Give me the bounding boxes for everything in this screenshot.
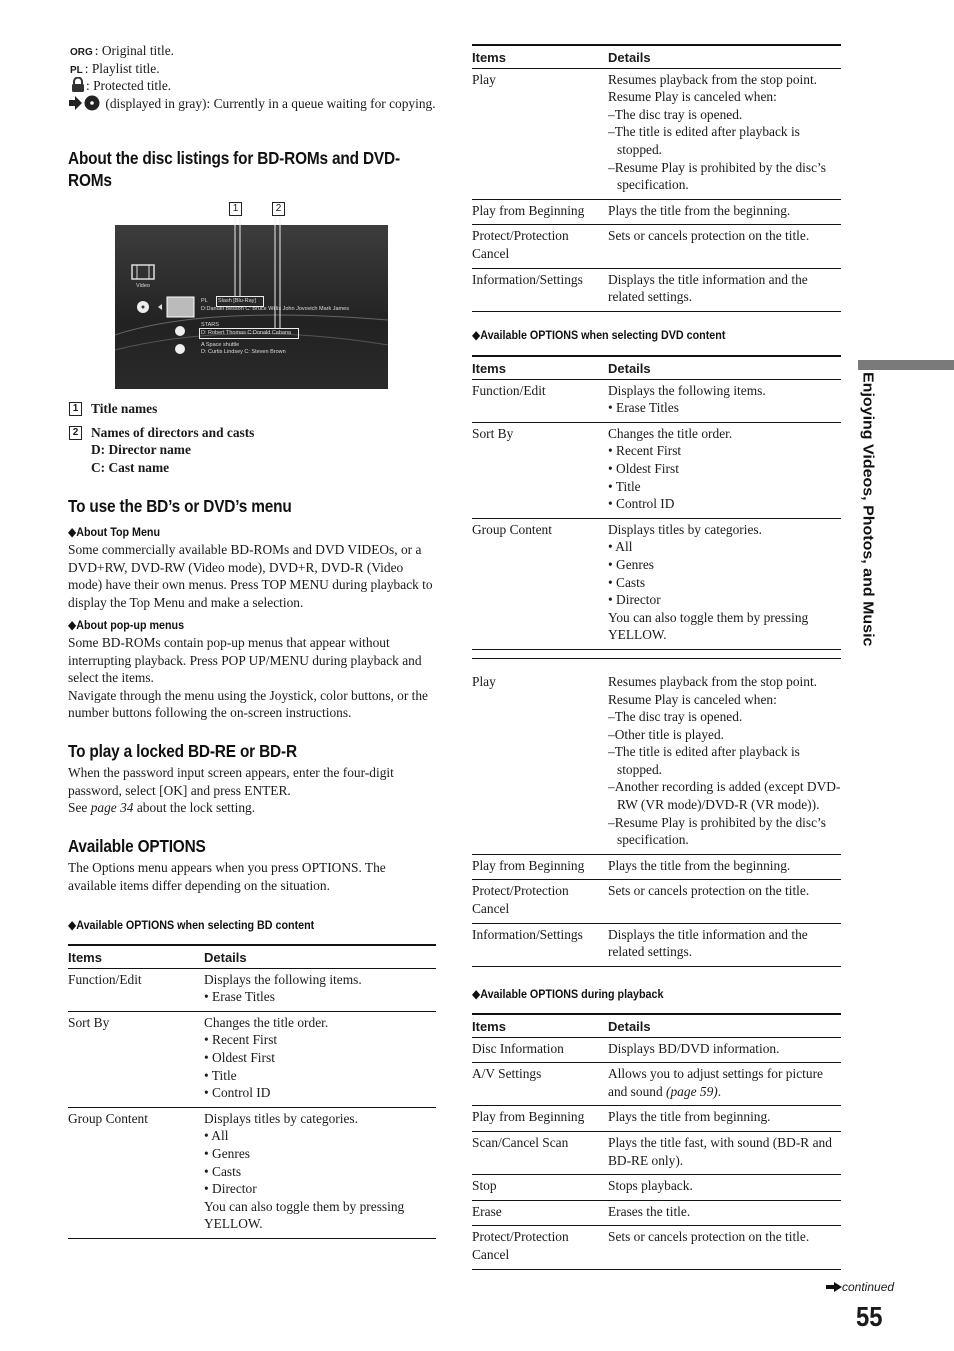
table-row: Information/Settings Displays the title information and the related settings. [472, 268, 841, 311]
header-items: Items [68, 945, 204, 968]
org-badge: ORG [70, 47, 93, 58]
navigate-body: Navigate through the menu using the Joystick, color buttons, or the number buttons following the on-screen instructions. [68, 687, 428, 721]
callout-notes [68, 399, 436, 476]
header-items: Items [472, 1014, 608, 1037]
popup-text [68, 634, 436, 722]
table-spacer [472, 649, 841, 658]
table-row: Protect/Protection Cancel Sets or cancels protection on the title. [472, 1226, 841, 1269]
menu-heading: To use the BD’s or DVD’s menu [68, 496, 292, 516]
screen-item1-cast: D:Danuel Besson C: Bruce Willis John Jovovich Mark James [201, 306, 349, 312]
screen-item2-title: STARS [201, 322, 219, 328]
table-row: Play Resumes playback from the stop point. Resume Play is canceled when: – The disc tray is opened. – The title is edited after playback is stopped. – Resume Play is prohibited by the disc’s specification. [472, 68, 841, 199]
locked-body: When the password input screen appears, enter the four-digit password, select [OK] and press ENTER. [68, 765, 394, 798]
table-row: Group Content Displays titles by categories. • All • Genres • Casts • Director You can also toggle them by pressing YELLOW. [68, 1107, 436, 1238]
table-header [472, 45, 841, 68]
queue-copy-icon [68, 95, 102, 111]
legend-queue: (displayed in gray): Currently in a queue waiting for copying. [68, 95, 436, 113]
top-menu-body: Some commercially available BD-ROMs and DVD VIDEOs, or a DVD+RW, DVD-RW (Video mode), DVD+R, DVD-R (Video mode) have their own menus. Press TOP MENU during playback to display the Top Menu and make a selection. [68, 542, 433, 610]
locked-see: See page 34 about the lock setting. [68, 800, 256, 816]
header-details: Details [608, 1014, 841, 1037]
header-details: Details [608, 45, 841, 68]
page-ref-link[interactable]: (page 59) [666, 1083, 718, 1099]
options-body: The Options menu appears when you press OPTIONS. The available items differ depending on the situation. [68, 860, 386, 893]
table-row: Sort By Changes the title order. • Recent First • Oldest First • Title • Control ID [472, 422, 841, 518]
playback-options-table [472, 1013, 841, 1270]
legend-pl: PL : Playlist title. [70, 60, 160, 80]
section-label: Enjoying Videos, Photos, and Music [859, 372, 876, 647]
popup-subhead: ◆About pop-up menus [68, 618, 185, 632]
table-row: Stop Stops playback. [472, 1175, 841, 1201]
bd-table-caption: ◆Available OPTIONS when selecting BD content [68, 918, 315, 932]
page-ref-link[interactable]: page 34 [90, 800, 134, 816]
playback-table-caption: ◆Available OPTIONS during playback [472, 987, 664, 1001]
header-details: Details [608, 356, 841, 379]
disc-listings-heading: About the disc listings for BD-ROMs and DVD-ROMs [68, 148, 400, 190]
screen-item3-title: A Space shuttle [201, 342, 240, 348]
table-row: Sort By Changes the title order. • Recent First • Oldest First • Title • Control ID [68, 1011, 436, 1107]
table-row: Protect/Protection Cancel Sets or cancels protection on the title. [472, 880, 841, 923]
legend-protected: : Protected title. [70, 77, 171, 95]
screen-item1-title: Slash [Blu-Ray] [218, 298, 256, 304]
callout-2: 2 [272, 202, 285, 216]
bd-options-table [68, 944, 436, 1239]
bd-options-table-continued [472, 44, 841, 312]
table-header [472, 1014, 841, 1037]
note-cast: C: Cast name [91, 459, 170, 475]
table-row: Function/Edit Displays the following items. • Erase Titles [68, 968, 436, 1011]
dvd-options-table [472, 355, 841, 967]
note-director: D: Director name [91, 442, 191, 457]
table-row: Disc Information Displays BD/DVD information. [472, 1037, 841, 1063]
note-2: 2 Names of directors and casts [68, 423, 436, 441]
screen-category: Video [136, 283, 150, 289]
lock-icon [70, 77, 86, 92]
screen-image [115, 225, 388, 389]
options-heading: Available OPTIONS [68, 836, 206, 856]
callout-1: 1 [229, 202, 242, 216]
table-row: A/V Settings Allows you to adjust settings for picture and sound (page 59). [472, 1063, 841, 1106]
table-row: Play Resumes playback from the stop point. Resume Play is canceled when: – The disc tray is opened. – Other title is played. – The title is edited after playback is stopped. – Another recording is added (except DVD-RW (VR mode)/DVD-R (VR mode)). – Resume Play is prohibited by the disc’s specification. [472, 658, 841, 854]
header-items: Items [472, 356, 608, 379]
section-tab [858, 360, 954, 370]
pl-badge: PL [70, 65, 83, 76]
top-menu-subhead: ◆About Top Menu [68, 525, 161, 539]
table-row: Scan/Cancel Scan Plays the title fast, with sound (BD-R and BD-RE only). [472, 1131, 841, 1174]
title-highlight-box [216, 296, 264, 307]
table-row: Play from Beginning Plays the title from the beginning. [472, 199, 841, 225]
note-1: 1 Title names [68, 399, 436, 423]
screen-figure [68, 201, 436, 391]
table-row: Play from Beginning Plays the title from the beginning. [472, 854, 841, 880]
locked-text [68, 764, 436, 817]
header-details: Details [204, 945, 436, 968]
table-row: Information/Settings Displays the title information and the related settings. [472, 923, 841, 966]
table-row: Protect/Protection Cancel Sets or cancels protection on the title. [472, 225, 841, 268]
header-items: Items [472, 45, 608, 68]
screen-item1-badge: PL [201, 298, 208, 304]
table-row: Erase Erases the title. [472, 1200, 841, 1226]
table-header [68, 945, 436, 968]
table-row: Group Content Displays titles by categories. • All • Genres • Casts • Director You can also toggle them by pressing YELLOW. [472, 518, 841, 649]
table-row: Play from Beginning Plays the title from beginning. [472, 1106, 841, 1132]
table-row: Function/Edit Displays the following items. • Erase Titles [472, 379, 841, 422]
screen-item3-cast: D: Curtis Lindsey C: Steven Brown [201, 349, 286, 355]
screen-item2-cast: D: Robert Thomas C:Donald Cabana [201, 330, 292, 336]
locked-heading: To play a locked BD-RE or BD-R [68, 741, 297, 761]
continued-note: continued [826, 1279, 894, 1297]
page-number: 55 [856, 1301, 883, 1332]
popup-body: Some BD-ROMs contain pop-up menus that appear without interrupting playback. Press POP UP/MENU during playback and select the items. [68, 635, 422, 686]
dvd-table-caption: ◆Available OPTIONS when selecting DVD content [472, 328, 726, 342]
cast-highlight-box [199, 328, 299, 339]
table-header [472, 356, 841, 379]
arrow-right-icon [826, 1282, 842, 1292]
legend-org: ORG : Original title. [70, 42, 174, 62]
